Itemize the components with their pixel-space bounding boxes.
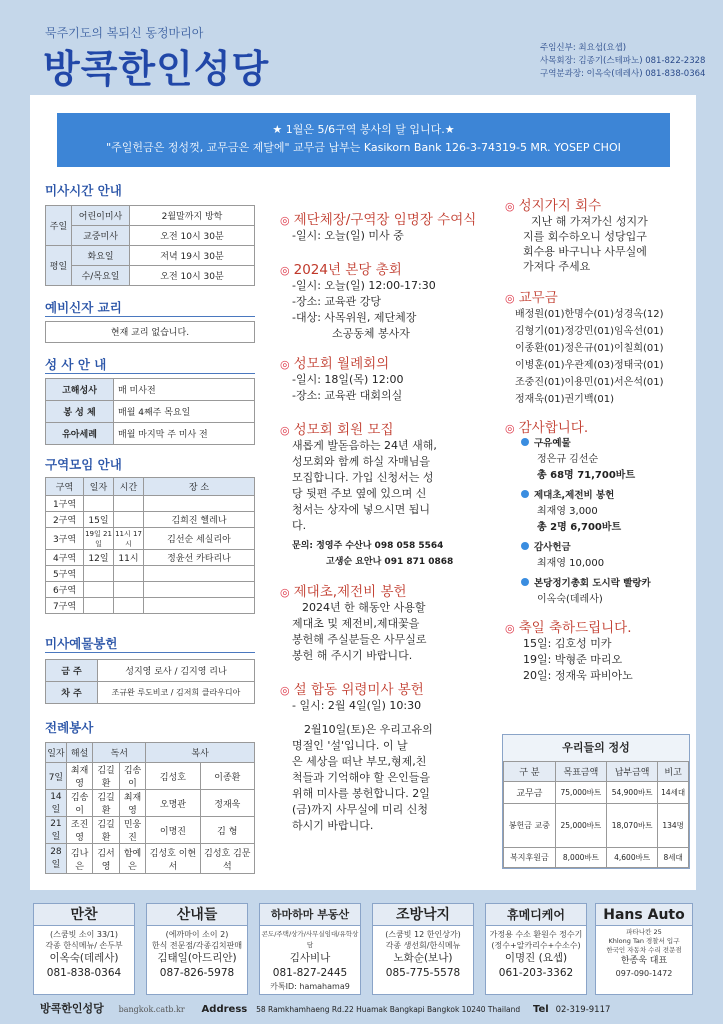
table-cell: 이명진: [146, 817, 200, 844]
thanks-item-head: 구유예물: [521, 436, 695, 452]
dot-bullet-icon: [521, 542, 529, 550]
circle-bullet-icon: ◎: [280, 214, 290, 227]
notice-heading: ◎ 성지가지 회수: [505, 198, 602, 214]
table-cell: 함예은: [119, 844, 145, 874]
table-cell: 15일: [84, 512, 114, 528]
table-cell: 김선순 세실리아: [144, 528, 255, 550]
table-cell: 14세대: [658, 782, 689, 804]
table-cell: 12일: [84, 550, 114, 566]
notice-body: -일시: 오늘(일) 미사 중: [292, 229, 404, 242]
table-cell: 성지영 로사 / 김지영 리나: [98, 660, 255, 682]
thanks-item-head: 본당정기총회 도시락 빨랑카: [521, 576, 695, 592]
notice-heading: ◎ 성모회 회원 모집: [280, 422, 394, 438]
table-header: 구역: [46, 478, 84, 496]
table-cell: 김 형: [200, 817, 254, 844]
table-cell: 복지후원금: [504, 848, 556, 868]
notice-heading: ◎ 축일 축하드립니다.: [505, 620, 632, 636]
circle-bullet-icon: ◎: [280, 424, 290, 437]
table-cell: 4,600바트: [607, 848, 658, 868]
table-cell: 주일: [46, 206, 72, 246]
table-cell: 김성호: [146, 763, 200, 790]
altar-table: [45, 742, 255, 874]
district-table: [45, 477, 255, 614]
table-cell: 유아세례: [46, 423, 114, 445]
dot-bullet-icon: [521, 438, 529, 446]
banner-line: "주일헌금은 정성껏, 교무금은 제달에" 교무금 납부는 Kasikorn Bank 126-3-74319-5 MR. YOSEP CHOI: [106, 141, 621, 154]
table-cell: 조규완 루도비코 / 김저희 클라우디아: [98, 682, 255, 704]
footer-address-label: Address: [201, 1004, 248, 1015]
giving-title: 우리들의 정성: [562, 741, 630, 754]
table-cell: 21일: [46, 817, 67, 844]
dot-bullet-icon: [521, 490, 529, 498]
table-cell: 4구역: [46, 550, 84, 566]
ad-box: 조방낙지 (스쿰빗 12 한인상가) 각종 생선회/한식메뉴 노화순(보나) 085-775-5578: [372, 903, 474, 995]
giving-table: [503, 761, 689, 868]
table-header: 독서: [93, 743, 146, 763]
circle-bullet-icon: ◎: [505, 422, 515, 435]
table-cell: 28일: [46, 844, 67, 874]
table-cell: 134명: [658, 804, 689, 848]
ad-name: 휴메디케어: [486, 904, 586, 926]
ad-name: 만찬: [34, 904, 134, 926]
table-cell: 11시 17시: [115, 529, 142, 548]
circle-bullet-icon: ◎: [280, 358, 290, 371]
notice-body: 2024년 한 해동안 사용할 제대초 및 제전비,제대꽃을 봉헌해 주실분들은 사무실로 봉헌 해 주시기 바랍니다.: [292, 601, 427, 662]
table-cell: 평일: [46, 246, 72, 286]
circle-bullet-icon: ◎: [505, 292, 515, 305]
table-cell: 화요일: [72, 246, 130, 266]
table-header: 납부금액: [607, 762, 658, 782]
table-cell: 7구역: [46, 598, 84, 614]
table-header: 복사: [146, 743, 255, 763]
notice-heading: ◎ 성모회 월례회의: [280, 356, 390, 372]
table-cell: 19일 21일: [85, 529, 112, 548]
notice-body: -일시: 오늘(일) 12:00-17:30 -장소: 교육관 강당 -대상: 사목위원, 제단체장 소공동체 봉사자: [292, 279, 436, 340]
ad-box: 만찬 (스쿰빗 소이 33/1) 각종 한식메뉴/ 손두부 이옥숙(데레사) 081-838-0364: [33, 903, 135, 995]
table-header: 일자: [46, 743, 67, 763]
table-cell: 조진영: [66, 817, 92, 844]
feast-list: 15일: 김호성 미카 19일: 박형준 마리오 20일: 정재욱 파비아노: [523, 637, 633, 682]
notice-body: - 일시: 2월 4일(일) 10:30 2월10일(토)은 우리고유의 명절인 '설'입니다. 이 날 은 세상을 떠난 부모,형제,친 척들과 기억해야 할 은인들을 위해 미사를 봉헌합니다. 2일 (금)까지 사무실에 미리 신청 하시기 바랍니다.: [292, 699, 433, 832]
offering-section-title: 미사예물봉헌: [45, 634, 255, 653]
staff-line: 주임신부: 최요섭(요셉): [540, 43, 627, 53]
table-cell: 5구역: [46, 566, 84, 582]
table-cell: 교중미사: [72, 226, 130, 246]
table-header: 일자: [84, 478, 114, 496]
church-title: 방콕한인성당: [43, 47, 270, 91]
announcement-banner: [57, 113, 670, 167]
ad-name: Hans Auto: [596, 904, 692, 926]
district-section-title: 구역모임 안내: [45, 457, 122, 472]
notice-body: 지난 해 가져가신 성지가 지를 회수하오니 성당입구 회수용 바구니나 사무실에 가져다 주세요: [523, 215, 648, 273]
footer-tel: 02-319-9117: [555, 1005, 611, 1015]
notice-body: -일시: 18일(목) 12:00 -장소: 교육관 대회의실: [292, 373, 404, 402]
table-cell: 수/목요일: [72, 266, 130, 286]
ad-name: 조방낙지: [373, 904, 473, 926]
ad-box: 휴메디케어 가정용 수소 환원수 정수기 (정수+알카리수+수소수) 이명진 (요셉) 061-203-3362: [485, 903, 587, 995]
table-cell: 봉 성 체: [46, 401, 114, 423]
table-cell: 8세대: [658, 848, 689, 868]
thanks-list: 구유예물 정은규 김선순 총 68명 71,700바트 제대초,제전비 봉헌 최재영 3,000 총 2명 6,700바트 감사헌금 최재영 10,000 본당정기총회 도시락 빨랑카 이옥숙(데레사): [505, 436, 695, 608]
banner-line: ★ 1월은 5/6구역 봉사의 달 입니다.★: [272, 123, 455, 136]
table-cell: 김길환: [93, 790, 119, 817]
catechumen-section-title: 예비신자 교리: [45, 298, 255, 317]
table-cell: 18,070바트: [607, 804, 658, 848]
notice-heading: ◎ 교무금: [505, 290, 558, 306]
table-cell: 1구역: [46, 496, 84, 512]
table-cell: 김성호 김문석: [200, 844, 254, 874]
dot-bullet-icon: [521, 578, 529, 586]
ad-box: Hans Auto 파타나칸 25 Khlong Tan 경찰서 입구 한국인 자동차 수리 전문점 한종욱 대표 097-090-1472: [595, 903, 693, 995]
ad-name: 하마하마 부동산: [260, 904, 360, 926]
table-cell: 최재영: [66, 763, 92, 790]
table-header: 시간: [114, 478, 144, 496]
table-cell: 정윤선 카타리나: [144, 550, 255, 566]
table-cell: 2월말까지 방학: [130, 206, 255, 226]
table-cell: 어린이미사: [72, 206, 130, 226]
table-cell: 김나은: [66, 844, 92, 874]
table-header: 해설: [66, 743, 92, 763]
table-header: 목표금액: [555, 762, 606, 782]
table-cell: 김성호 이현서: [146, 844, 200, 874]
right-column: [505, 194, 695, 684]
staff-line: 구역분과장: 이옥숙(데레사) 081-838-0364: [540, 69, 706, 79]
offering-table: [45, 659, 255, 704]
circle-bullet-icon: ◎: [280, 684, 290, 697]
mass-section-title: 미사시간 안내: [45, 183, 122, 198]
table-cell: 3구역: [46, 528, 84, 550]
table-cell: 75,000바트: [555, 782, 606, 804]
ad-box: 산내들 (에까마이 소이 2) 한식 전문점/각종김치판매 김태일(아드리안) 087-826-5978: [146, 903, 248, 995]
table-cell: 민웅진: [119, 817, 145, 844]
circle-bullet-icon: ◎: [280, 264, 290, 277]
ad-name: 산내들: [147, 904, 247, 926]
table-cell: 김길환: [93, 817, 119, 844]
table-cell: 6구역: [46, 582, 84, 598]
altar-section-title: 전례봉사: [45, 720, 94, 735]
staff-info: [540, 42, 705, 81]
table-header: 장 소: [144, 478, 255, 496]
table-cell: 최재영: [119, 790, 145, 817]
circle-bullet-icon: ◎: [505, 200, 515, 213]
table-cell: 54,900바트: [607, 782, 658, 804]
table-cell: 정재욱: [200, 790, 254, 817]
notice-heading: ◎ 2024년 본당 총회: [280, 262, 402, 278]
sacrament-section-title: 성 사 안 내: [45, 355, 255, 374]
footer: [40, 1000, 610, 1016]
thanks-item-head: 제대초,제전비 봉헌: [521, 488, 695, 504]
thanks-item-head: 감사헌금: [521, 540, 695, 556]
table-cell: 봉헌금 교중: [504, 804, 556, 848]
table-cell: 매월 마지막 주 미사 전: [114, 423, 255, 445]
footer-church: 방콕한인성당: [40, 1002, 104, 1015]
left-column: [45, 181, 255, 874]
table-cell: 이종환: [200, 763, 254, 790]
table-cell: 14일: [46, 790, 67, 817]
header-subtitle: 묵주기도의 복되신 동정마리아: [45, 26, 204, 40]
footer-tel-label: Tel: [533, 1004, 549, 1015]
footer-web: bangkok.catb.kr: [118, 1005, 185, 1014]
table-cell: 2구역: [46, 512, 84, 528]
table-cell: 7일: [46, 763, 67, 790]
notice-heading: ◎ 제단체장/구역장 임명장 수여식: [280, 212, 477, 228]
staff-line: 사목회장: 김종기(스테파노) 081-822-2328: [540, 56, 706, 66]
table-cell: 저녁 19시 30분: [130, 246, 255, 266]
table-header: 비고: [658, 762, 689, 782]
notice-body: 새롭게 발돋음하는 24년 새해, 성모회와 함께 하실 자매님을 모집합니다. 가입 신청서는 성 당 뒷편 주보 옆에 있으며 신 청서는 상자에 넣으시면 됩니 다. 문의: 정영주 수산나 098 058 5564 고생순 요안나 091 871 0868: [292, 439, 454, 567]
table-cell: 고해성사: [46, 379, 114, 401]
table-cell: 25,000바트: [555, 804, 606, 848]
table-cell: 매 미사전: [114, 379, 255, 401]
table-header: 구 분: [504, 762, 556, 782]
table-cell: 김송이: [66, 790, 92, 817]
table-cell: 김길환: [93, 763, 119, 790]
circle-bullet-icon: ◎: [505, 622, 515, 635]
notice-heading: ◎ 제대초,제전비 봉헌: [280, 584, 407, 600]
table-cell: 8,000바트: [555, 848, 606, 868]
notice-heading: ◎ 감사합니다.: [505, 420, 589, 436]
table-cell: 김송이: [119, 763, 145, 790]
dues-list: 배정원(01)한명수(01)성경옥(12) 김형기(01)정강민(01)임옥선(01) 이종환(01)정은규(01)이칠희(01) 이병훈(01)우관제(03)정태국(01) 조중진(01)이용민(01)서은석(01) 정재욱(01)권기백(01): [515, 309, 664, 405]
table-cell: 김희진 헬레나: [144, 512, 255, 528]
table-cell: 김서영: [93, 844, 119, 874]
table-cell: 오전 10시 30분: [130, 266, 255, 286]
table-cell: 오명관: [146, 790, 200, 817]
table-cell: 매월 4째주 목요일: [114, 401, 255, 423]
table-cell: 금 주: [46, 660, 98, 682]
table-cell: 교무금: [504, 782, 556, 804]
ad-box: 하마하마 부동산 콘도/주택/상가/사무실임대/유학상담 김사비나 081-827-2445 카톡ID: hamahama9: [259, 903, 361, 995]
mass-table: [45, 205, 255, 286]
middle-column: [280, 208, 480, 834]
table-cell: 차 주: [46, 682, 98, 704]
table-cell: 11시: [114, 550, 144, 566]
footer-address: 58 Ramkhamhaeng Rd.22 Huamak Bangkapi Bangkok 10240 Thailand: [256, 1005, 521, 1014]
giving-box: [502, 734, 690, 869]
sacrament-table: [45, 378, 255, 445]
table-cell: 오전 10시 30분: [130, 226, 255, 246]
circle-bullet-icon: ◎: [280, 586, 290, 599]
notice-heading: ◎ 설 합동 위령미사 봉헌: [280, 682, 424, 698]
catechumen-text: 현재 교리 없습니다.: [45, 321, 255, 343]
